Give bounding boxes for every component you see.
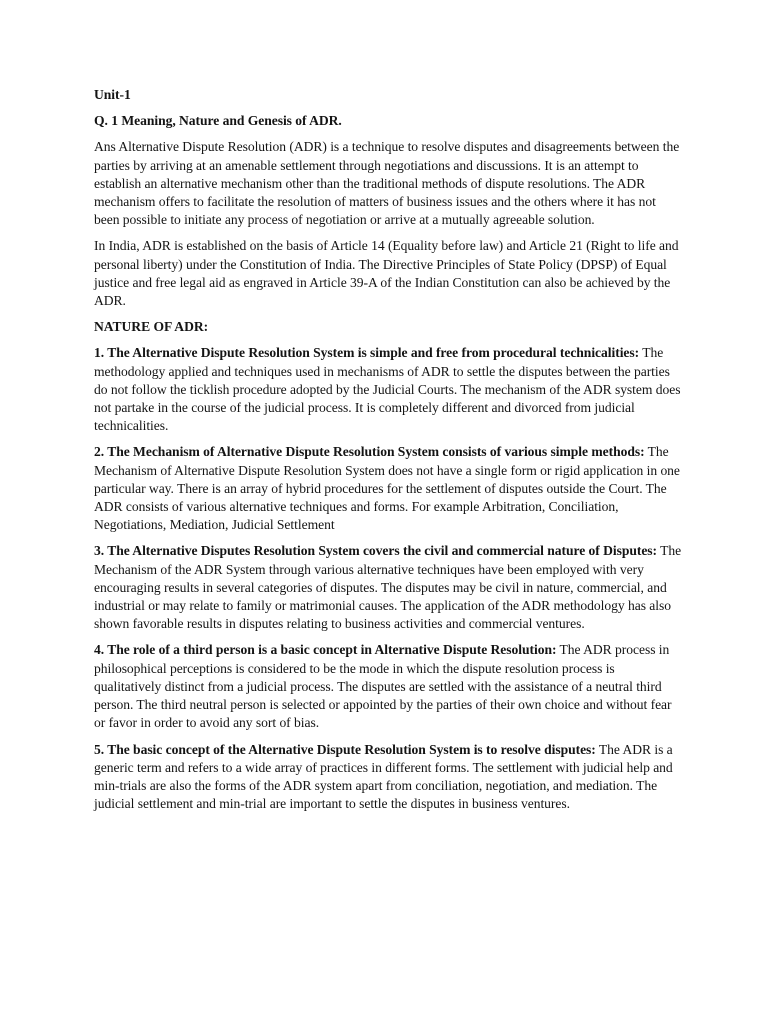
- point-text: The ADR process in philosophical perceptions is considered to be the mode in which the dispute resolution process is qualitatively distinct from a judicial process. The disputes are settled with the assistance of a neutral third person. The third neutral person is selected or appointed by the parties of their own choice and without fear or favor in order to avoid any sort of bias.: [94, 642, 672, 731]
- point-text: The ADR is a generic term and refers to a wide array of practices in different forms. The settlement with judicial help and min-trials are also the forms of the ADR system apart from conciliation, negotiation, and mediation. The judicial settlement and min-trial are important to settle the disputes in business ventures.: [94, 741, 673, 812]
- point-paragraph: [94, 741, 684, 814]
- point-lead: 2. The Mechanism of Alternative Dispute Resolution System consists of various simple methods:: [94, 444, 645, 460]
- point-paragraph: [94, 542, 684, 633]
- point-paragraph: [94, 641, 684, 732]
- point-text: The methodology applied and techniques used in mechanisms of ADR to settle the disputes between the parties do not follow the ticklish procedure adopted by the Judicial Courts. The mechanism of the ADR system does not partake in the course of the judicial process. It is completely different and divorced from judicial technicalities.: [94, 345, 681, 434]
- document-page: [94, 86, 684, 821]
- point-lead: 1. The Alternative Dispute Resolution System is simple and free from procedural technicalities:: [94, 345, 640, 361]
- india-paragraph: In India, ADR is established on the basis of Article 14 (Equality before law) and Article 21 (Right to life and personal liberty) under the Constitution of India. The Directive Principles of State Policy (DPSP) of Equal justice and free legal aid as engraved in Article 39-A of the Indian Constitution can also be achieved by the ADR.: [94, 238, 679, 309]
- question-title: Q. 1 Meaning, Nature and Genesis of ADR.: [94, 113, 342, 129]
- point-lead: 4. The role of a third person is a basic concept in Alternative Dispute Resolution:: [94, 642, 557, 658]
- point-paragraph: [94, 443, 684, 534]
- point-lead: 5. The basic concept of the Alternative Dispute Resolution System is to resolve disputes:: [94, 741, 596, 757]
- unit-title: Unit-1: [94, 87, 131, 102]
- point-lead: 3. The Alternative Disputes Resolution System covers the civil and commercial nature of Disputes:: [94, 543, 658, 559]
- point-text: The Mechanism of the ADR System through various alternative techniques have been employed with very encouraging results in several categories of disputes. The disputes may be civil in nature, commercial, and industrial or may relate to family or matrimonial causes. The application of the ADR methodology has also shown favorable results in disputes relating to business activities and commercial ventures.: [94, 543, 682, 632]
- intro-paragraph: Ans Alternative Dispute Resolution (ADR) is a technique to resolve disputes and disagreements between the parties by arriving at an amenable settlement through negotiations and discussions. It is an attempt to establish an alternative mechanism other than the traditional methods of dispute resolutions. The ADR mechanism offers to facilitate the resolution of matters of business issues and the others where it has not been possible to initiate any process of negotiation or arrive at a mutually agreeable solution.: [94, 139, 680, 228]
- section-heading: NATURE OF ADR:: [94, 319, 209, 335]
- point-paragraph: [94, 344, 684, 435]
- point-text: The Mechanism of Alternative Dispute Resolution System does not have a single form or rigid application in one particular way. There is an array of hybrid procedures for the settlement of disputes outside the Court. The ADR consists of various alternative techniques and forms. For example Arbitration, Conciliation, Negotiations, Mediation, Judicial Settlement: [94, 444, 680, 533]
